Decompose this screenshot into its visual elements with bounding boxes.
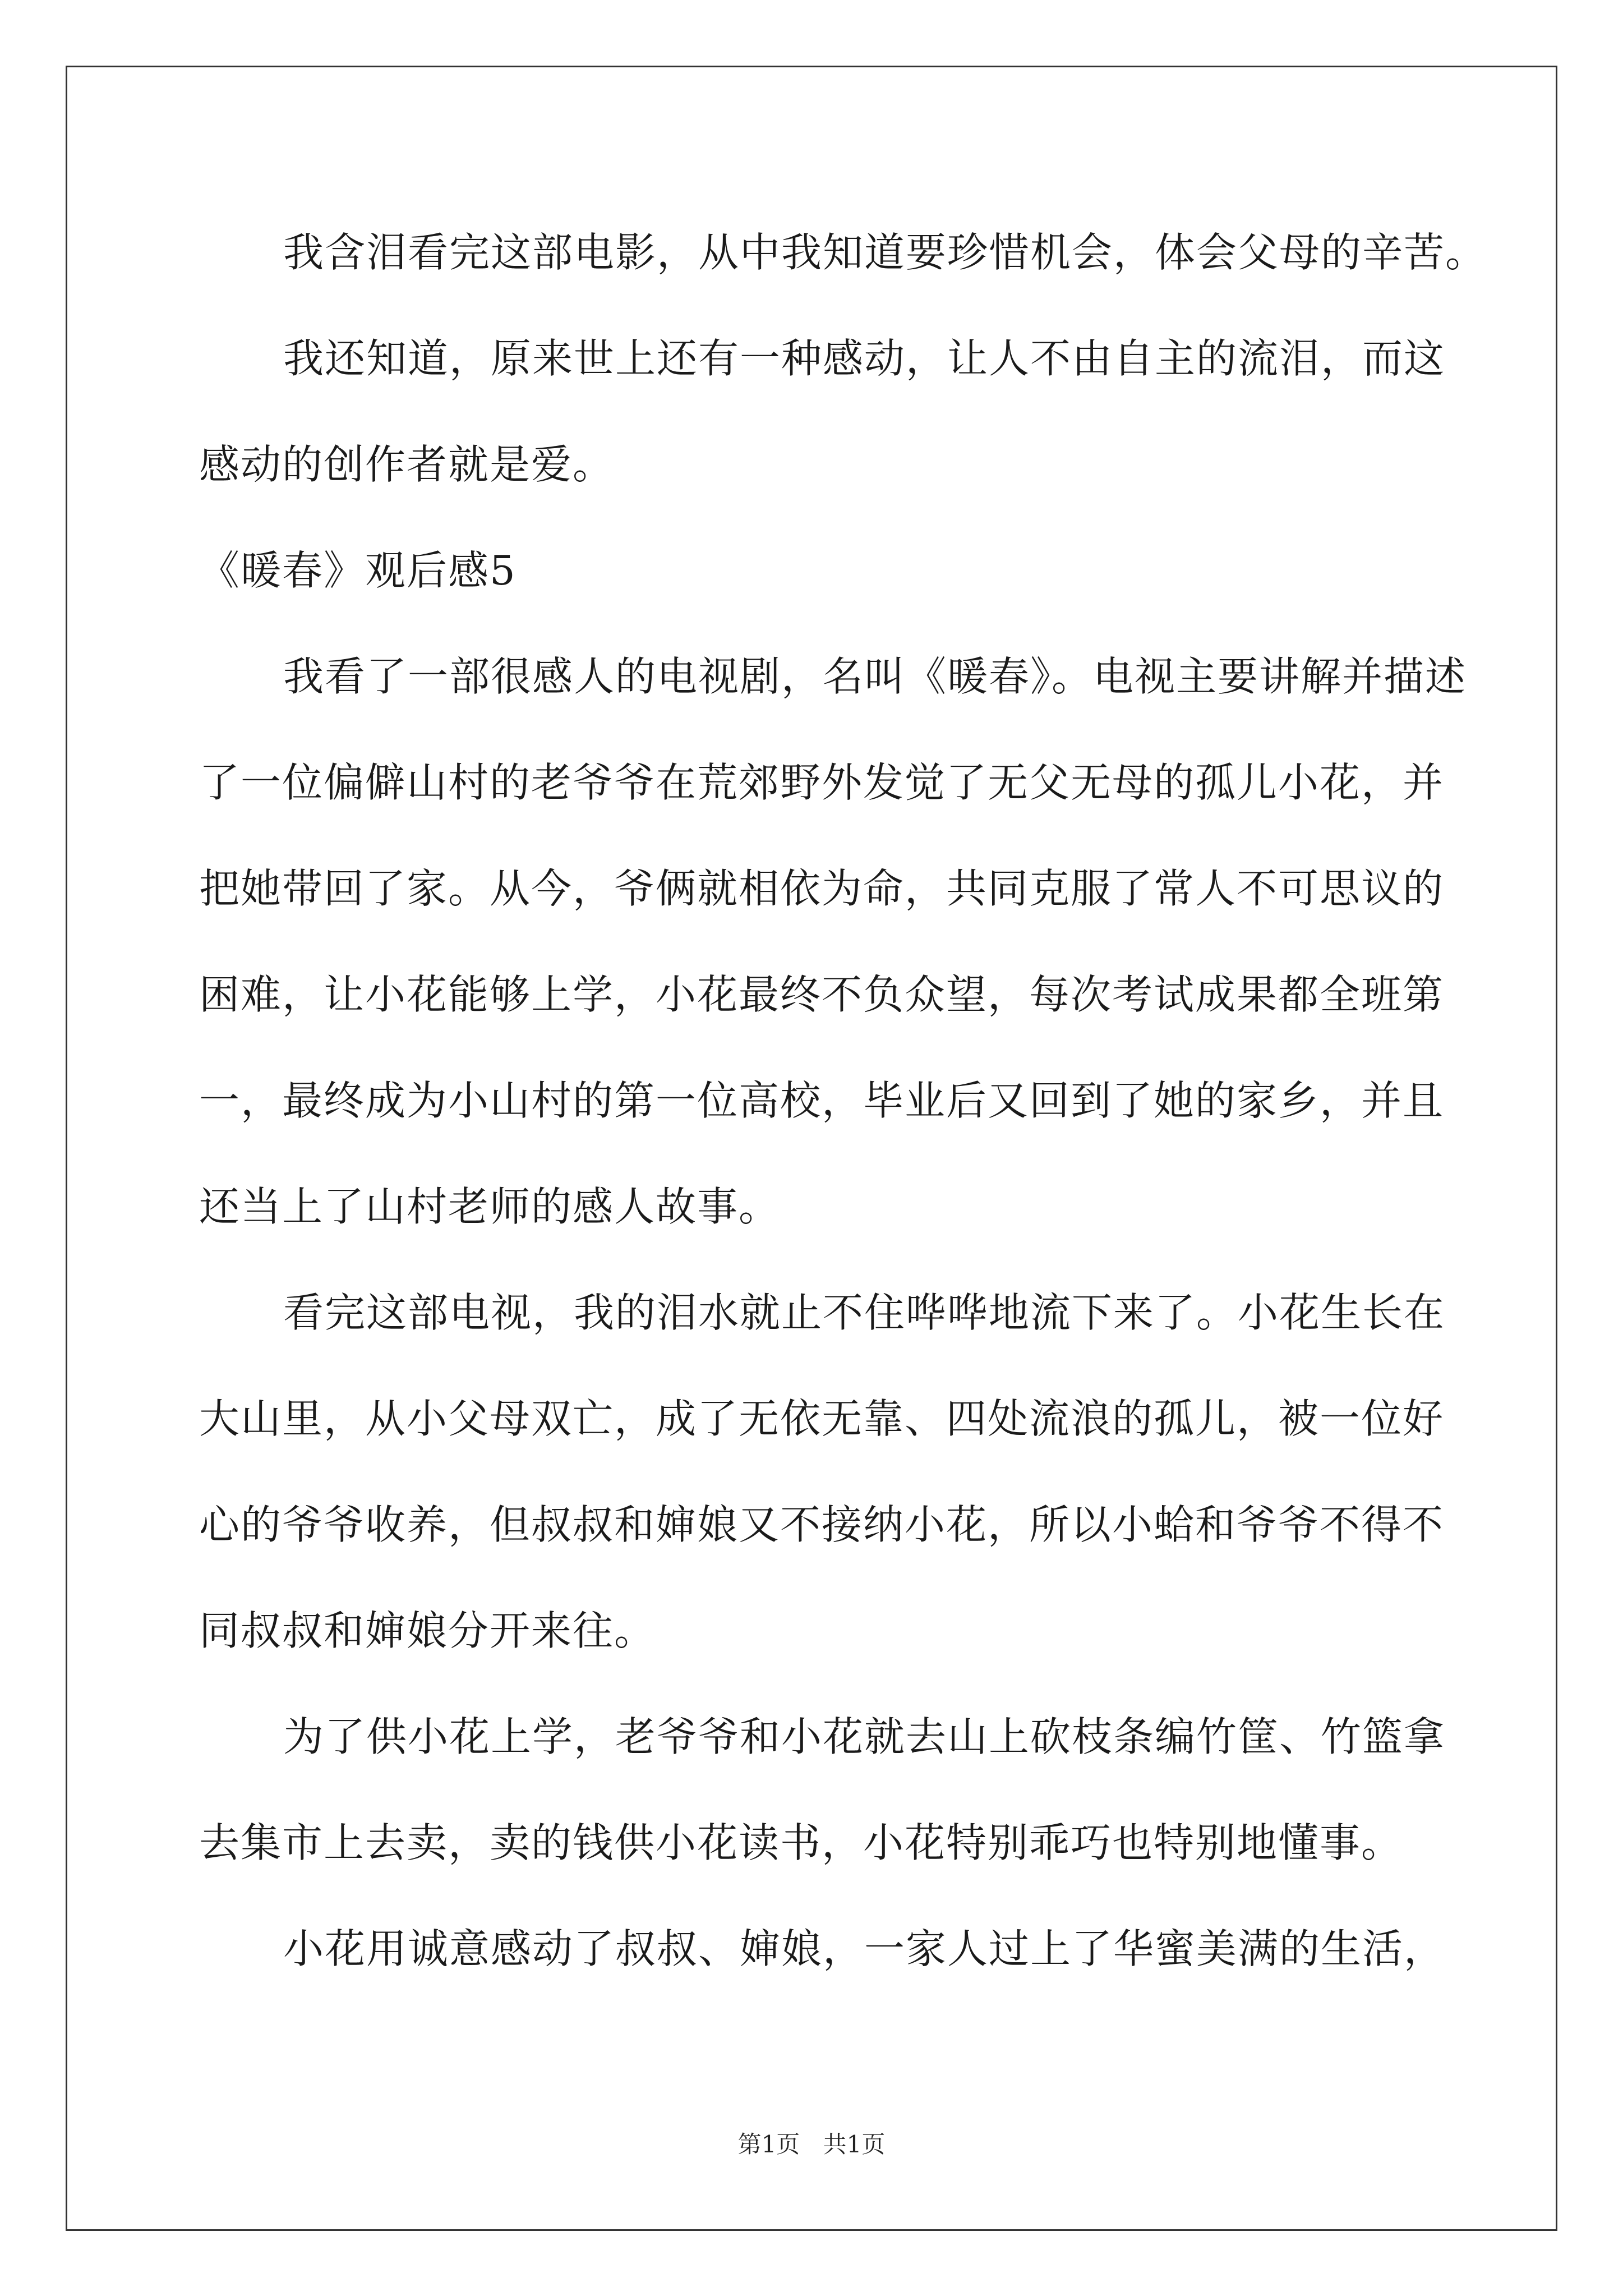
- text-line: 了一位偏僻山村的老爷爷在荒郊野外发觉了无父无母的孤儿小花，并: [199, 759, 1445, 806]
- text-line: 我看了一部很感人的电视剧，名叫《暖春》。电视主要讲解并描述: [283, 653, 1467, 700]
- text-line: 去集市上去卖，卖的钱供小花读书，小花特别乖巧也特别地懂事。: [199, 1819, 1403, 1866]
- text-line: 为了供小花上学，老爷爷和小花就去山上砍枝条编竹筐、竹篮拿: [283, 1713, 1446, 1760]
- page-footer: [0, 2126, 1623, 2160]
- current-page-number: 第1页: [737, 2131, 800, 2158]
- total-page-count: 共1页: [823, 2131, 886, 2158]
- document-body: [199, 205, 1487, 2007]
- text-line: 小花用诚意感动了叔叔、婶娘，一家人过上了华蜜美满的生活，: [283, 1925, 1446, 1972]
- text-line: 一，最终成为小山村的第一位高校，毕业后又回到了她的家乡，并且: [199, 1077, 1445, 1124]
- text-line: 我含泪看完这部电影，从中我知道要珍惜机会，体会父母的辛苦。: [283, 229, 1487, 276]
- text-line: 看完这部电视，我的泪水就止不住哗哗地流下来了。小花生长在: [283, 1289, 1446, 1336]
- text-line: 感动的创作者就是爱。: [199, 441, 615, 488]
- text-line: 还当上了山村老师的感人故事。: [199, 1183, 781, 1230]
- text-line: 同叔叔和婶娘分开来往。: [199, 1607, 656, 1654]
- text-line: 把她带回了家。从今，爷俩就相依为命，共同克服了常人不可思议的: [199, 865, 1445, 912]
- text-line: 我还知道，原来世上还有一种感动，让人不由自主的流泪，而这: [283, 335, 1446, 382]
- text-line: 《暖春》观后感5: [199, 547, 517, 594]
- text-line: 大山里，从小父母双亡，成了无依无靠、四处流浪的孤儿，被一位好: [199, 1395, 1445, 1442]
- text-line: 困难，让小花能够上学，小花最终不负众望，每次考试成果都全班第: [199, 971, 1445, 1018]
- text-line: 心的爷爷收养，但叔叔和婶娘又不接纳小花，所以小蛤和爷爷不得不: [199, 1501, 1445, 1548]
